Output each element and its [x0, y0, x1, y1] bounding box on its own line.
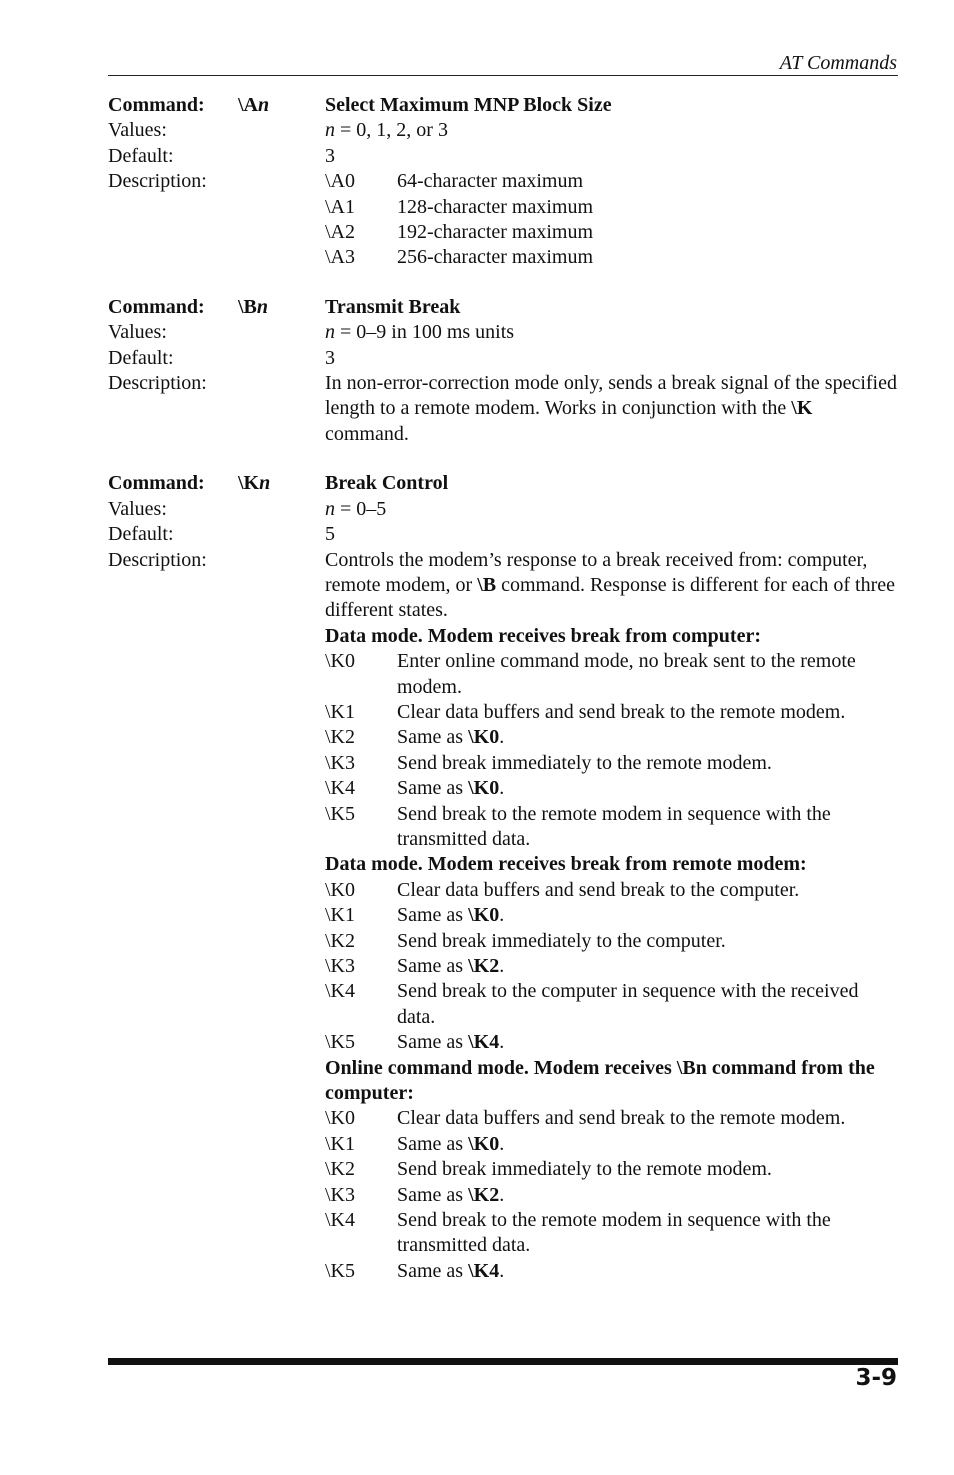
command-title: Select Maximum MNP Block Size [325, 94, 612, 116]
option-row: \K1 Clear data buffers and send break to the remote modem. [325, 700, 846, 723]
option-row: \K1 Same as \K0. [325, 1132, 505, 1155]
option-row: \K5 Same as \K4. [325, 1259, 505, 1282]
option-row: \K1 Same as \K0. [325, 904, 505, 927]
option-row: \K2 Send break immediately to the remote modem. [325, 1158, 772, 1181]
command-label: Command: [108, 94, 205, 116]
option-row: \K3 Same as \K2. [325, 955, 505, 977]
values-label: Values: [108, 497, 167, 520]
mode-heading: Data mode. Modem receives break from remote modem: [325, 853, 807, 876]
command-code: \Bn [238, 295, 269, 318]
command-block-kn [108, 471, 898, 1284]
command-title: Transmit Break [325, 295, 461, 318]
description-label: Description: [108, 170, 207, 193]
option-row: \K2 Same as \K0. [325, 726, 505, 749]
footer-rule [108, 1358, 898, 1365]
page-number: 3-9 [855, 1365, 897, 1391]
values-label: Values: [108, 119, 167, 142]
default-label: Default: [108, 523, 174, 546]
option-row: \K4 Same as \K0. [325, 777, 505, 800]
description-label: Description: [108, 548, 207, 571]
option-row: \K4 Send break to the remote modem in sequence with the transmitted data. [325, 1209, 831, 1257]
option-row: \A1 128-character maximum [325, 195, 594, 218]
default-label: Default: [108, 144, 174, 167]
command-block-bn [108, 295, 898, 447]
option-row: \A2 192-character maximum [325, 221, 594, 244]
option-row: \A0 64-character maximum [325, 170, 584, 193]
command-block-an [108, 93, 898, 271]
values-text: n = 0–9 in 100 ms units [325, 321, 515, 344]
option-row: \K3 Send break immediately to the remote modem. [325, 751, 772, 774]
description-text: Controls the modem’s response to a break received from: computer, remote modem, or \B command. Response is different for each of three different states. [325, 548, 896, 622]
option-row: \K5 Same as \K4. [325, 1031, 505, 1054]
default-value: 3 [325, 144, 335, 167]
command-reference [108, 93, 898, 1308]
option-row: \K5 Send break to the remote modem in sequence with the transmitted data. [325, 802, 831, 850]
option-row: \K0 Enter online command mode, no break sent to the remote modem. [325, 650, 856, 698]
option-row: \K0 Clear data buffers and send break to the remote modem. [325, 1107, 846, 1130]
command-title: Break Control [325, 472, 449, 495]
command-code: \An [238, 94, 270, 116]
option-row: \K0 Clear data buffers and send break to the computer. [325, 878, 800, 901]
mode-heading: Online command mode. Modem receives \Bn command from the computer: [325, 1056, 875, 1105]
header-title: AT Commands [779, 52, 897, 74]
option-row: \A3 256-character maximum [325, 246, 594, 269]
values-text: n = 0–5 [325, 497, 387, 520]
command-label: Command: [108, 472, 205, 495]
default-value: 3 [325, 346, 335, 369]
description-text: In non-error-correction mode only, sends a break signal of the specified length to a remote modem. Works in conjunction with the \K command. [325, 372, 897, 445]
values-label: Values: [108, 321, 167, 344]
header-rule [108, 75, 898, 76]
default-label: Default: [108, 346, 174, 369]
option-row: \K3 Same as \K2. [325, 1183, 505, 1206]
mode-heading: Data mode. Modem receives break from computer: [325, 624, 761, 647]
option-row: \K4 Send break to the computer in sequence with the received data. [325, 980, 859, 1028]
option-row: \K2 Send break immediately to the computer. [325, 929, 726, 952]
values-text: n = 0, 1, 2, or 3 [325, 119, 448, 142]
command-code: \Kn [238, 472, 271, 495]
command-label: Command: [108, 295, 205, 318]
default-value: 5 [325, 523, 335, 546]
description-label: Description: [108, 372, 207, 395]
